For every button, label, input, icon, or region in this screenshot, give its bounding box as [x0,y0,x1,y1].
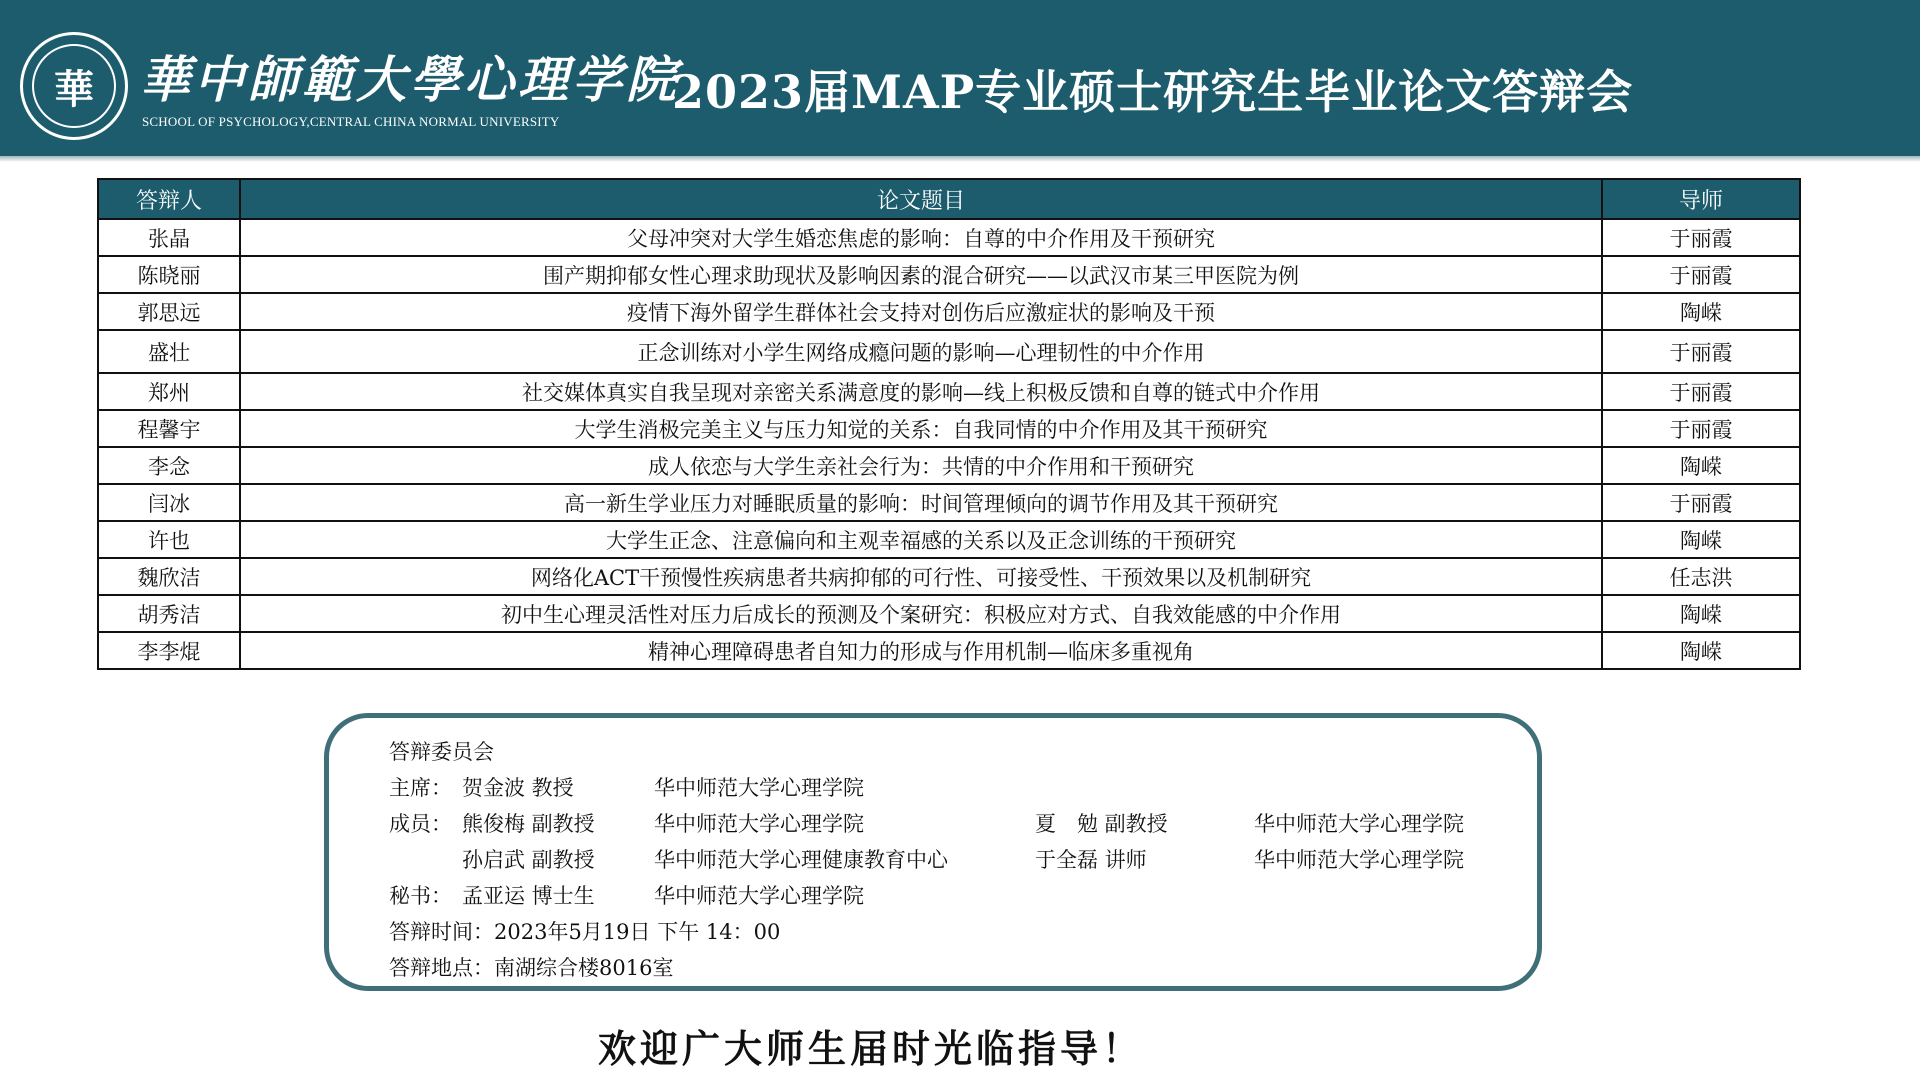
table-row [98,256,1800,293]
university-seal-logo [20,32,128,140]
thesis-title-cell: 大学生消极完美主义与压力知觉的关系：自我同情的中介作用及其干预研究 [240,410,1602,447]
thesis-title-cell: 网络化ACT干预慢性疾病患者共病抑郁的可行性、可接受性、干预效果以及机制研究 [240,558,1602,595]
table-row [98,521,1800,558]
advisor-cell: 于丽霞 [1602,373,1800,410]
advisor-cell: 于丽霞 [1602,484,1800,521]
member-org: 华中师范大学心理学院 [1254,812,1464,836]
thesis-title-cell: 初中生心理灵活性对压力后成长的预测及个案研究：积极应对方式、自我效能感的中介作用 [240,595,1602,632]
chair-name: 贺金波 教授 [462,776,574,800]
seal-glyph: 華 [54,65,94,113]
table-row [98,484,1800,521]
chair-label: 主席： [389,776,452,800]
column-header-advisor: 导师 [1602,179,1800,219]
candidate-cell: 郑州 [98,373,240,410]
advisor-cell: 于丽霞 [1602,219,1800,256]
defense-time: 答辩时间：2023年5月19日 下午 14：00 [389,920,781,944]
candidate-cell: 闫冰 [98,484,240,521]
candidate-cell: 李念 [98,447,240,484]
thesis-title-cell: 大学生正念、注意偏向和主观幸福感的关系以及正念训练的干预研究 [240,521,1602,558]
secretary-name: 孟亚运 博士生 [462,884,595,908]
candidate-cell: 郭思远 [98,293,240,330]
table-row [98,410,1800,447]
advisor-cell: 任志洪 [1602,558,1800,595]
advisor-cell: 陶嵘 [1602,595,1800,632]
thesis-title-cell: 高一新生学业压力对睡眠质量的影响：时间管理倾向的调节作用及其干预研究 [240,484,1602,521]
defense-schedule-table [97,178,1801,670]
candidate-cell: 张晶 [98,219,240,256]
table-row [98,330,1800,373]
table-row [98,632,1800,669]
table-row [98,293,1800,330]
advisor-cell: 陶嵘 [1602,521,1800,558]
member-org: 华中师范大学心理学院 [1254,848,1464,872]
defense-location: 答辩地点：南湖综合楼8016室 [389,956,674,980]
welcome-message: 欢迎广大师生届时光临指导！ [598,1026,1145,1071]
thesis-title-cell: 社交媒体真实自我呈现对亲密关系满意度的影响—线上积极反馈和自尊的链式中介作用 [240,373,1602,410]
member-name: 熊俊梅 副教授 [462,812,595,836]
header-banner [0,0,1920,156]
member-name: 于全磊 讲师 [1035,848,1147,872]
member-name: 孙启武 副教授 [462,848,595,872]
thesis-title-cell: 正念训练对小学生网络成瘾问题的影响—心理韧性的中介作用 [240,330,1602,373]
column-header-candidate: 答辩人 [98,179,240,219]
candidate-cell: 盛壮 [98,330,240,373]
candidate-cell: 许也 [98,521,240,558]
advisor-cell: 于丽霞 [1602,410,1800,447]
member-org: 华中师范大学心理健康教育中心 [654,848,948,872]
member-org: 华中师范大学心理学院 [654,812,864,836]
thesis-title-cell: 精神心理障碍患者自知力的形成与作用机制—临床多重视角 [240,632,1602,669]
member-name: 夏 勉 副教授 [1035,812,1168,836]
committee-info-box [324,713,1542,991]
table-row [98,373,1800,410]
thesis-title-cell: 围产期抑郁女性心理求助现状及影响因素的混合研究——以武汉市某三甲医院为例 [240,256,1602,293]
advisor-cell: 陶嵘 [1602,447,1800,484]
advisor-cell: 陶嵘 [1602,293,1800,330]
table-header-row [98,179,1800,219]
table-row [98,447,1800,484]
thesis-title-cell: 父母冲突对大学生婚恋焦虑的影响：自尊的中介作用及干预研究 [240,219,1602,256]
logo-subtitle: SCHOOL OF PSYCHOLOGY,CENTRAL CHINA NORMAL UNIVERSITY [142,114,560,129]
advisor-cell: 陶嵘 [1602,632,1800,669]
table-row [98,558,1800,595]
logo-wordmark: 華中師範大學心理学院 [140,50,680,109]
candidate-cell: 李李焜 [98,632,240,669]
advisor-cell: 于丽霞 [1602,330,1800,373]
secretary-org: 华中师范大学心理学院 [654,884,864,908]
chair-org: 华中师范大学心理学院 [654,776,864,800]
members-label: 成员： [389,812,452,836]
header-divider [0,156,1920,162]
secretary-label: 秘书： [389,884,452,908]
advisor-cell: 于丽霞 [1602,256,1800,293]
page-title: 2023届MAP专业硕士研究生毕业论文答辩会 [672,65,1634,119]
table-row [98,219,1800,256]
column-header-thesis: 论文题目 [240,179,1602,219]
candidate-cell: 魏欣洁 [98,558,240,595]
candidate-cell: 陈晓丽 [98,256,240,293]
committee-heading: 答辩委员会 [389,740,494,764]
candidate-cell: 胡秀洁 [98,595,240,632]
thesis-title-cell: 疫情下海外留学生群体社会支持对创伤后应激症状的影响及干预 [240,293,1602,330]
thesis-title-cell: 成人依恋与大学生亲社会行为：共情的中介作用和干预研究 [240,447,1602,484]
candidate-cell: 程馨宇 [98,410,240,447]
table-row [98,595,1800,632]
